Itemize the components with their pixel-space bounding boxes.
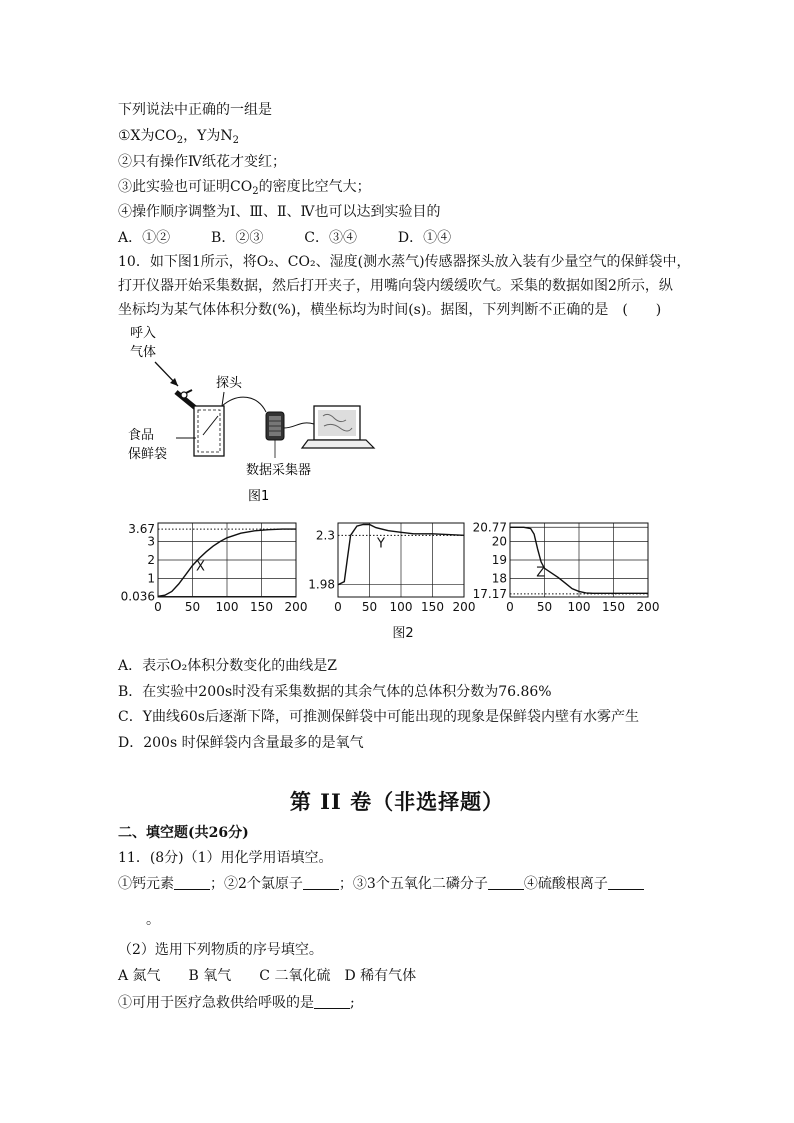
- figure-2-charts: [118, 515, 668, 643]
- series-label: Y: [377, 536, 386, 552]
- q11-2-question-1: ①可用于医疗急救供给呼吸的是 ;: [118, 995, 355, 1011]
- answer-blank-1[interactable]: [174, 875, 210, 890]
- chart-2: [308, 523, 475, 614]
- x-tick-label: 100: [389, 600, 413, 614]
- figure-1-apparatus: [118, 320, 398, 510]
- x-tick-label: 50: [536, 600, 553, 614]
- q11-2-head: （2）选用下列物质的序号填空。: [118, 942, 323, 958]
- x-tick-label: 100: [215, 600, 239, 614]
- x-tick-label: 150: [421, 600, 444, 614]
- series-label: X: [195, 559, 205, 575]
- bag-label-2: 保鲜袋: [128, 447, 168, 462]
- y-tick-label: 3: [147, 534, 155, 549]
- chart-3: [473, 520, 660, 614]
- section-heading: 二、填空题(共26分): [118, 825, 249, 841]
- y-tick-label: 18: [491, 571, 507, 586]
- figure-1-caption: 图1: [248, 489, 270, 504]
- y-tick-label: 0.036: [120, 589, 155, 604]
- q11-end: 。: [146, 912, 160, 928]
- y-tick-label: 17.17: [472, 586, 507, 601]
- probe-label: 探头: [216, 376, 243, 391]
- x-tick-label: 150: [602, 600, 625, 614]
- q9-statement-2: ②只有操作Ⅳ纸花才变红；: [118, 154, 286, 170]
- q10-stem-line-3: 坐标均为某气体体积分数(%)，横坐标均为时间(s)。据图，下列判断不正确的是 ( ): [118, 302, 662, 318]
- q9-option-d[interactable]: D．①④: [397, 230, 452, 246]
- x-tick-label: 200: [284, 600, 308, 614]
- y-tick-label: 3.67: [128, 522, 155, 537]
- q10-option-d[interactable]: D．200s 时保鲜袋内含量最多的是氧气: [118, 735, 364, 751]
- answer-blank-5[interactable]: [314, 994, 350, 1009]
- q9-options: [118, 228, 451, 248]
- q9-option-b[interactable]: B．②③: [211, 230, 264, 246]
- x-tick-label: 150: [250, 600, 273, 614]
- probe-cable: [222, 397, 266, 412]
- q9-option-c[interactable]: C．③④: [304, 230, 357, 246]
- chart-1: [121, 522, 308, 614]
- x-tick-label: 200: [452, 600, 476, 614]
- food-bag-icon: [194, 406, 224, 456]
- series-label: Z: [536, 565, 546, 581]
- computer-cable: [284, 423, 314, 428]
- q10-option-c[interactable]: C．Y曲线60s后逐渐下降，可推测保鲜袋中可能出现的现象是保鲜袋内壁有水雾产生: [118, 709, 639, 725]
- q11-2-choices: A 氮气 B 氧气 C 二氧化硫 D 稀有气体: [118, 968, 417, 984]
- breath-label-1: 呼入: [130, 326, 157, 341]
- q11-head: 11．(8分)（1）用化学用语填空。: [118, 850, 333, 866]
- part-2-title: 第 II 卷（非选择题）: [289, 789, 505, 814]
- y-tick-label: 20: [491, 534, 507, 549]
- q10-option-b[interactable]: B．在实验中200s时没有采集数据的其余气体的总体积分数为76.86%: [118, 684, 552, 700]
- q9-option-a[interactable]: A．①②: [118, 230, 171, 246]
- bag-label-1: 食品: [128, 428, 155, 443]
- y-tick-label: 2: [147, 553, 155, 567]
- probe-pointer: [222, 392, 224, 406]
- breath-label-2: 气体: [130, 345, 157, 360]
- x-tick-label: 0: [506, 600, 514, 614]
- answer-blank-3[interactable]: [488, 875, 524, 890]
- q9-stem: 下列说法中正确的一组是: [118, 102, 272, 118]
- q10-option-a[interactable]: A．表示O₂体积分数变化的曲线是Z: [118, 658, 337, 674]
- figure-2-caption: 图2: [392, 626, 414, 641]
- q10-stem-line-2: 打开仪器开始采集数据，然后打开夹子，用嘴向袋内缓缓吹气。采集的数据如图2所示，纵: [118, 278, 673, 294]
- laptop-icon: [302, 406, 374, 448]
- q11-items: ①钙元素 ；②2个氯原子 ；③3个五氧化二磷分子 ④硫酸根离子: [118, 874, 644, 894]
- x-tick-label: 50: [184, 600, 201, 614]
- y-tick-label: 1: [147, 571, 155, 586]
- y-tick-label: 2.3: [315, 528, 335, 543]
- data-collector-icon: [266, 412, 284, 440]
- y-tick-label: 20.77: [472, 520, 507, 535]
- collector-label: 数据采集器: [246, 463, 312, 478]
- q10-stem-line-1: 10．如下图1所示，将O₂、CO₂、湿度(测水蒸气)传感器探头放入装有少量空气的保鲜袋中，: [118, 254, 691, 270]
- y-tick-label: 1.98: [308, 577, 335, 592]
- x-tick-label: 50: [361, 600, 378, 614]
- q9-statement-4: ④操作顺序调整为Ⅰ、Ⅲ、Ⅱ、Ⅳ也可以达到实验目的: [118, 204, 441, 220]
- x-tick-label: 0: [154, 600, 162, 614]
- answer-blank-2[interactable]: [303, 875, 339, 890]
- x-tick-label: 0: [334, 600, 342, 614]
- x-tick-label: 100: [567, 600, 591, 614]
- q9-statement-1: ①X为$CO_2$，Y为$N_2$: [118, 128, 239, 146]
- y-tick-label: 19: [491, 553, 507, 567]
- x-tick-label: 200: [636, 600, 660, 614]
- q9-statement-3: ③此实验也可证明$CO_2$的密度比空气大；: [118, 179, 371, 197]
- answer-blank-4[interactable]: [608, 875, 644, 890]
